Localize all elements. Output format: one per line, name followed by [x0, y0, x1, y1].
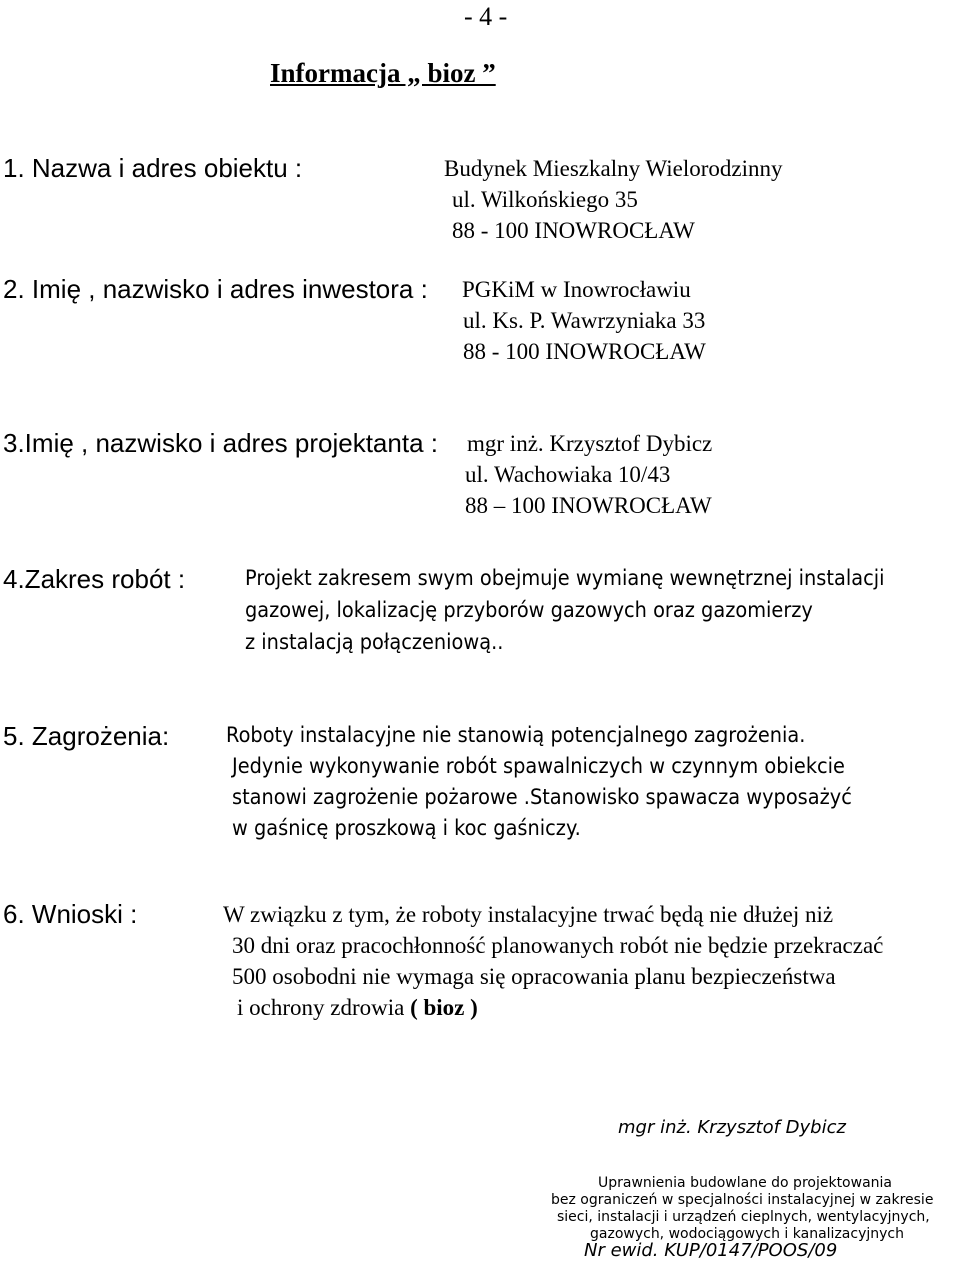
section-line: 88 – 100 INOWROCŁAW — [465, 493, 712, 518]
section-line: mgr inż. Krzysztof Dybicz — [467, 431, 713, 456]
section-line: gazowej, lokalizację przyborów gazowych oraz gazomierzy — [245, 598, 813, 623]
section-label: 1. Nazwa i adres obiektu : — [3, 153, 303, 183]
stamp-name: mgr inż. Krzysztof Dybicz — [618, 1117, 846, 1138]
section-line: 500 osobodni nie wymaga się opracowania planu bezpieczeństwa — [232, 964, 836, 989]
section-line: Budynek Mieszkalny Wielorodzinny — [444, 156, 783, 181]
section-line-last — [237, 996, 478, 1019]
section-line: ul. Wilkońskiego 35 — [452, 187, 638, 212]
section-line: PGKiM w Inowrocławiu — [462, 277, 691, 302]
document-title: Informacja „ bioz ” — [270, 58, 496, 88]
stamp-line: gazowych, wodociągowych i kanalizacyjnych — [590, 1226, 904, 1242]
section-label: 4.Zakres robót : — [3, 564, 186, 594]
page-number: - 4 - — [464, 2, 508, 31]
section-line: Roboty instalacyjne nie stanowią potencjalnego zagrożenia. — [226, 723, 806, 748]
section-line: 88 - 100 INOWROCŁAW — [463, 339, 706, 364]
section-line: ul. Ks. P. Wawrzyniaka 33 — [463, 308, 706, 333]
stamp-line: bez ograniczeń w specjalności instalacyjnej w zakresie — [551, 1192, 934, 1208]
section-line: Jedynie wykonywanie robót spawalniczych w czynnym obiekcie — [232, 754, 845, 779]
section-label: 5. Zagrożenia: — [3, 721, 170, 751]
section-line-text: i ochrony zdrowia — [237, 995, 411, 1020]
section-label: 3.Imię , nazwisko i adres projektanta : — [3, 428, 438, 458]
section-line: stanowi zagrożenie pożarowe .Stanowisko spawacza wyposażyć — [232, 785, 852, 810]
section-line: W związku z tym, że roboty instalacyjne trwać będą nie dłużej niż — [223, 902, 834, 927]
section-line: w gaśnicę proszkową i koc gaśniczy. — [232, 816, 581, 841]
section-line: Projekt zakresem swym obejmuje wymianę wewnętrznej instalacji — [245, 566, 885, 591]
section-line: ul. Wachowiaka 10/43 — [465, 462, 671, 487]
stamp-line: sieci, instalacji i urządzeń cieplnych, wentylacyjnych, — [557, 1209, 930, 1225]
section-label: 6. Wnioski : — [3, 899, 138, 929]
stamp-registration-number: Nr ewid. KUP/0147/POOS/09 — [584, 1240, 838, 1261]
stamp-line: Uprawnienia budowlane do projektowania — [598, 1175, 892, 1191]
section-line: 30 dni oraz pracochłonność planowanych robót nie będzie przekraczać — [232, 933, 884, 958]
section-line: z instalacją połączeniową.. — [245, 630, 504, 655]
section-label: 2. Imię , nazwisko i adres inwestora : — [3, 274, 428, 304]
bioz-abbreviation: ( bioz ) — [410, 995, 478, 1020]
section-line: 88 - 100 INOWROCŁAW — [452, 218, 695, 243]
